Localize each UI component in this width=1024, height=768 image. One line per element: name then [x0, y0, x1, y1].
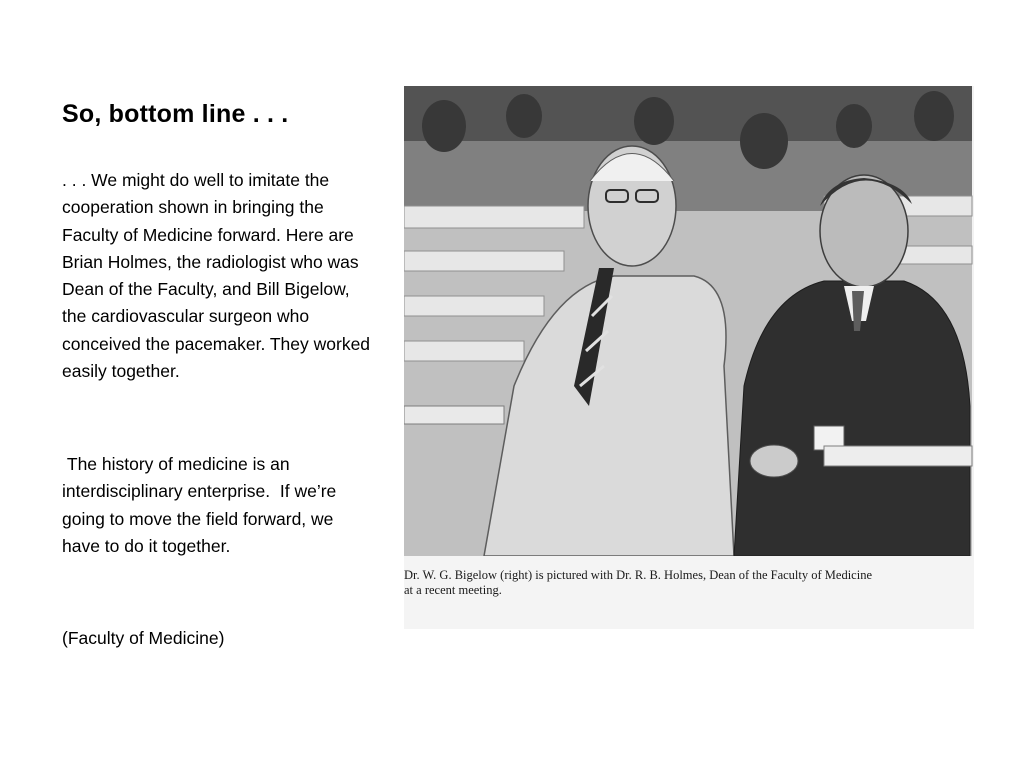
photo-caption — [404, 568, 964, 598]
slide-title: So, bottom line . . . — [62, 100, 289, 128]
paragraph-source: (Faculty of Medicine) — [62, 628, 225, 648]
caption-line-1: Dr. W. G. Bigelow (right) is pictured with Dr. R. B. Holmes, Dean of the Faculty of Medicine — [404, 568, 872, 582]
historical-photo — [404, 86, 974, 629]
paragraph-history: The history of medicine is an interdisciplinary enterprise. If we’re going to move the field forward, we have to do it together. — [62, 454, 342, 556]
caption-line-2: at a recent meeting. — [404, 583, 502, 597]
paragraph-cooperation: . . . We might do well to imitate the cooperation shown in bringing the Faculty of Medicine forward. Here are Brian Holmes, the radiologist who was Dean of the Faculty, and Bill Bigelow, the cardiovascular surgeon who conceived the pacemaker. They worked easily together. — [62, 170, 371, 382]
